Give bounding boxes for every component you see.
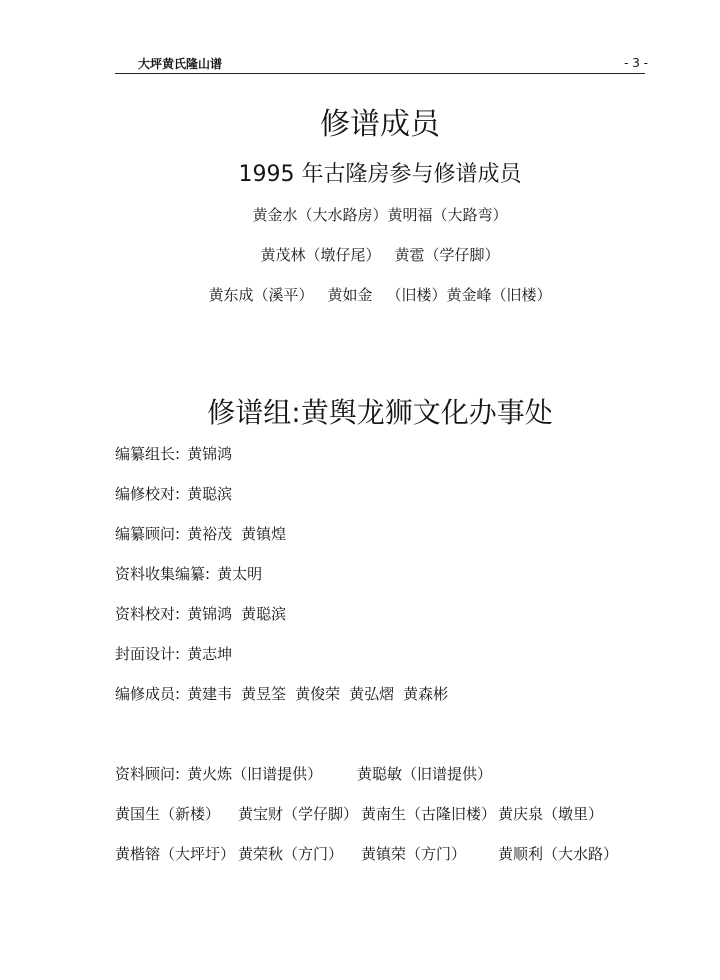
advisor-entry: 黄聪敏（旧谱提供） <box>357 765 493 783</box>
advisor-row <box>0 764 720 784</box>
role-name: 黄聪滨 <box>187 485 233 503</box>
role-name: 黄锦鸿 <box>187 605 233 623</box>
role-name: 黄镇煌 <box>241 525 287 543</box>
role-label: 编修校对: <box>115 485 181 503</box>
advisor-entry: 黄国生（新楼） <box>115 805 221 823</box>
advisor-entry: 黄荣秋（方门） <box>238 845 344 863</box>
role-row <box>115 644 232 664</box>
advisor-row <box>0 804 720 824</box>
running-header-title: 大坪黄氏隆山谱 <box>138 57 223 71</box>
role-row <box>115 444 232 464</box>
role-name: 黄建韦 <box>187 685 233 703</box>
role-name: 黄俊荣 <box>295 685 341 703</box>
advisor-name: 黄火炼（旧谱提供） <box>187 765 323 783</box>
members-line <box>115 285 645 305</box>
role-label: 资料校对: <box>115 605 181 623</box>
role-name: 黄志坤 <box>187 645 233 663</box>
role-row <box>115 564 262 584</box>
role-name: 黄聪滨 <box>241 605 287 623</box>
members-subtitle: 1995 年古隆房参与修谱成员 <box>238 162 522 187</box>
team-heading: 修谱组:黄舆龙狮文化办事处 <box>207 396 553 429</box>
advisor-entry: 黄宝财（学仔脚） <box>238 805 359 823</box>
role-label: 资料收集编纂: <box>115 565 211 583</box>
advisor-row <box>0 844 720 864</box>
advisor-entry: 黄顺利（大水路） <box>498 845 619 863</box>
member-entry: 黄雹（学仔脚） <box>394 246 500 264</box>
role-name: 黄昱筌 <box>241 685 287 703</box>
role-name: 黄裕茂 <box>187 525 233 543</box>
advisor-entry: 黄南生（古隆旧楼） <box>361 805 497 823</box>
role-label: 编纂顾问: <box>115 525 181 543</box>
member-entry: 黄茂林（墩仔尾） <box>260 246 381 264</box>
advisor-label: 资料顾问: <box>115 765 181 783</box>
role-row <box>115 484 232 504</box>
role-name: 黄森彬 <box>403 685 449 703</box>
member-entry: 黄东成（溪平） <box>208 286 314 304</box>
advisor-entry: 黄楷镕（大坪圩） <box>115 845 236 863</box>
role-row <box>115 604 286 624</box>
role-row <box>115 524 286 544</box>
member-entry: 黄如金 <box>327 286 373 304</box>
role-row <box>115 684 448 704</box>
advisor-entry: 黄镇荣（方门） <box>361 845 467 863</box>
role-name: 黄弘熠 <box>349 685 395 703</box>
members-line <box>115 245 645 265</box>
advisor-entry: 黄庆泉（墩里） <box>498 805 604 823</box>
members-line <box>115 205 645 225</box>
header-divider <box>115 73 645 74</box>
advisor-entry <box>115 764 322 784</box>
page-number: - 3 - <box>624 56 648 70</box>
role-label: 编修成员: <box>115 685 181 703</box>
page-title: 修谱成员 <box>320 107 440 142</box>
role-name: 黄锦鸿 <box>187 445 233 463</box>
role-label: 封面设计: <box>115 645 181 663</box>
role-name: 黄太明 <box>217 565 263 583</box>
member-entry: （旧楼）黄金峰（旧楼） <box>386 286 552 304</box>
role-label: 编纂组长: <box>115 445 181 463</box>
member-entry: 黄金水（大水路房）黄明福（大路弯） <box>252 206 508 224</box>
